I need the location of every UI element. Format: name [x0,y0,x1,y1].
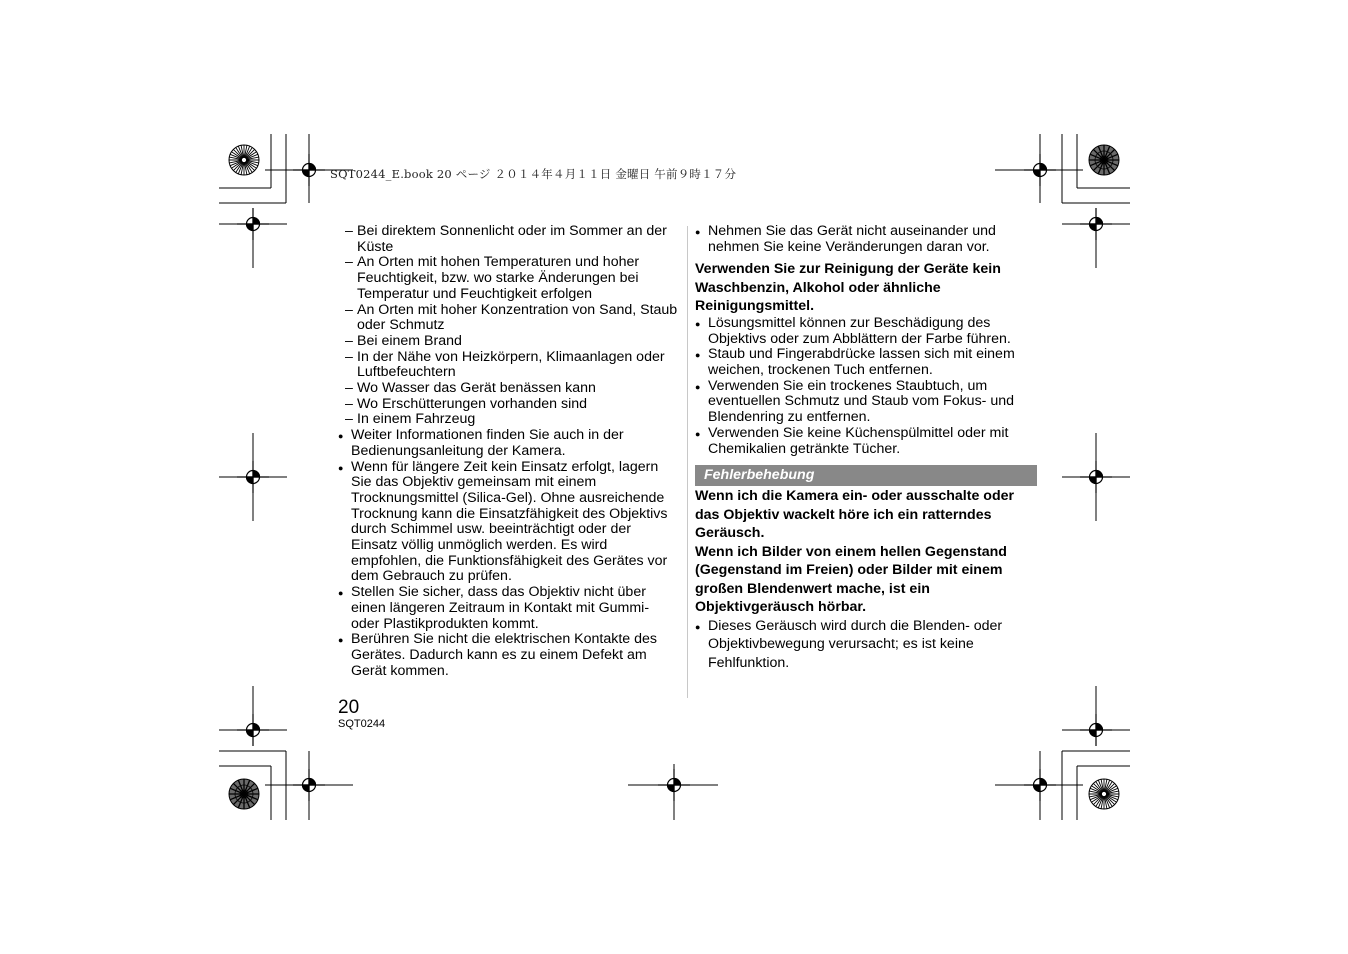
model-code: SQT0244 [338,718,386,730]
bullet-item: ● Nehmen Sie das Gerät nicht auseinander und nehmen Sie keine Veränderungen daran vor. [695,224,1037,255]
right-column [695,224,1037,672]
bullet-item: ● Verwenden Sie keine Küchenspülmittel oder mit Chemikalien getränkte Tücher. [695,426,1037,457]
list-item: – Bei einem Brand [338,334,678,350]
list-item: – Wo Wasser das Gerät benässen kann [338,381,678,397]
bullet-item: ● Weiter Informationen finden Sie auch in der Bedienungsanleitung der Kamera. [338,428,678,459]
troubleshooting-answer: ● Dieses Geräusch wird durch die Blenden- oder Objektivbewegung verursacht; es ist keine Fehlfunktion. [695,617,1037,673]
list-item: – In einem Fahrzeug [338,412,678,428]
bullet-item: ● Staub und Fingerabdrücke lassen sich mit einem weichen, trockenen Tuch entfernen. [695,347,1037,378]
troubleshooting-question: Wenn ich Bilder von einem hellen Gegenstand (Gegenstand im Freien) oder Bilder mit einem großen Blendenwert mache, ist ein Objektivgeräusch hörbar. [695,543,1007,616]
bullet-item: ● Wenn für längere Zeit kein Einsatz erfolgt, lagern Sie das Objektiv gemeinsam mit einem Trocknungsmittel (Silica-Gel). Ohne ausreichende Trocknung kann die Einsatzfähigkeit des Objektivs durch Schimmel usw. beeinträchtigt oder der Einsatz völlig unmöglich werden. Es wird empfohlen, die Funktionsfähigkeit des Gerätes vor dem Gebrauch zu prüfen. [338,460,678,586]
bullet-item: ● Lösungsmittel können zur Beschädigung des Objektivs oder zum Abblättern der Farbe führen. [695,316,1037,347]
column-divider [687,226,688,698]
list-item: – Bei direktem Sonnenlicht oder im Sommer an der Küste [338,224,678,255]
list-item: – Wo Erschütterungen vorhanden sind [338,397,678,413]
bullet-item: ● Berühren Sie nicht die elektrischen Kontakte des Gerätes. Dadurch kann es zu einem Defekt am Gerät kommen. [338,632,678,679]
page-number: 20 [338,697,360,718]
list-item: – An Orten mit hoher Konzentration von Sand, Staub oder Schmutz [338,303,678,334]
cleaning-heading: Verwenden Sie zur Reinigung der Geräte kein Waschbenzin, Alkohol oder ähnliche Reinigungsmittel. [695,261,1001,315]
print-header-line: SQT0244_E.book 20 ページ ２０１４年４月１１日 金曜日 午前９時１７分 [330,167,737,181]
list-item: – An Orten mit hohen Temperaturen und hoher Feuchtigkeit, bzw. wo starke Änderungen bei Temperatur und Feuchtigkeit erfolgen [338,255,678,302]
bullet-item: ● Stellen Sie sicher, dass das Objektiv nicht über einen längeren Zeitraum in Kontakt mit Gummi- oder Plastikprodukten kommt. [338,585,678,632]
list-item: – In der Nähe von Heizkörpern, Klimaanlagen oder Luftbefeuchtern [338,350,678,381]
section-title-bar: Fehlerbehebung [695,465,1037,486]
bullet-item: ● Verwenden Sie ein trockenes Staubtuch, um eventuellen Schmutz und Staub vom Fokus- und Blendenring zu entfernen. [695,379,1037,426]
troubleshooting-question: Wenn ich die Kamera ein- oder ausschalte oder das Objektiv wackelt höre ich ein ratterndes Geräusch. [695,488,1015,542]
left-column [338,224,678,679]
